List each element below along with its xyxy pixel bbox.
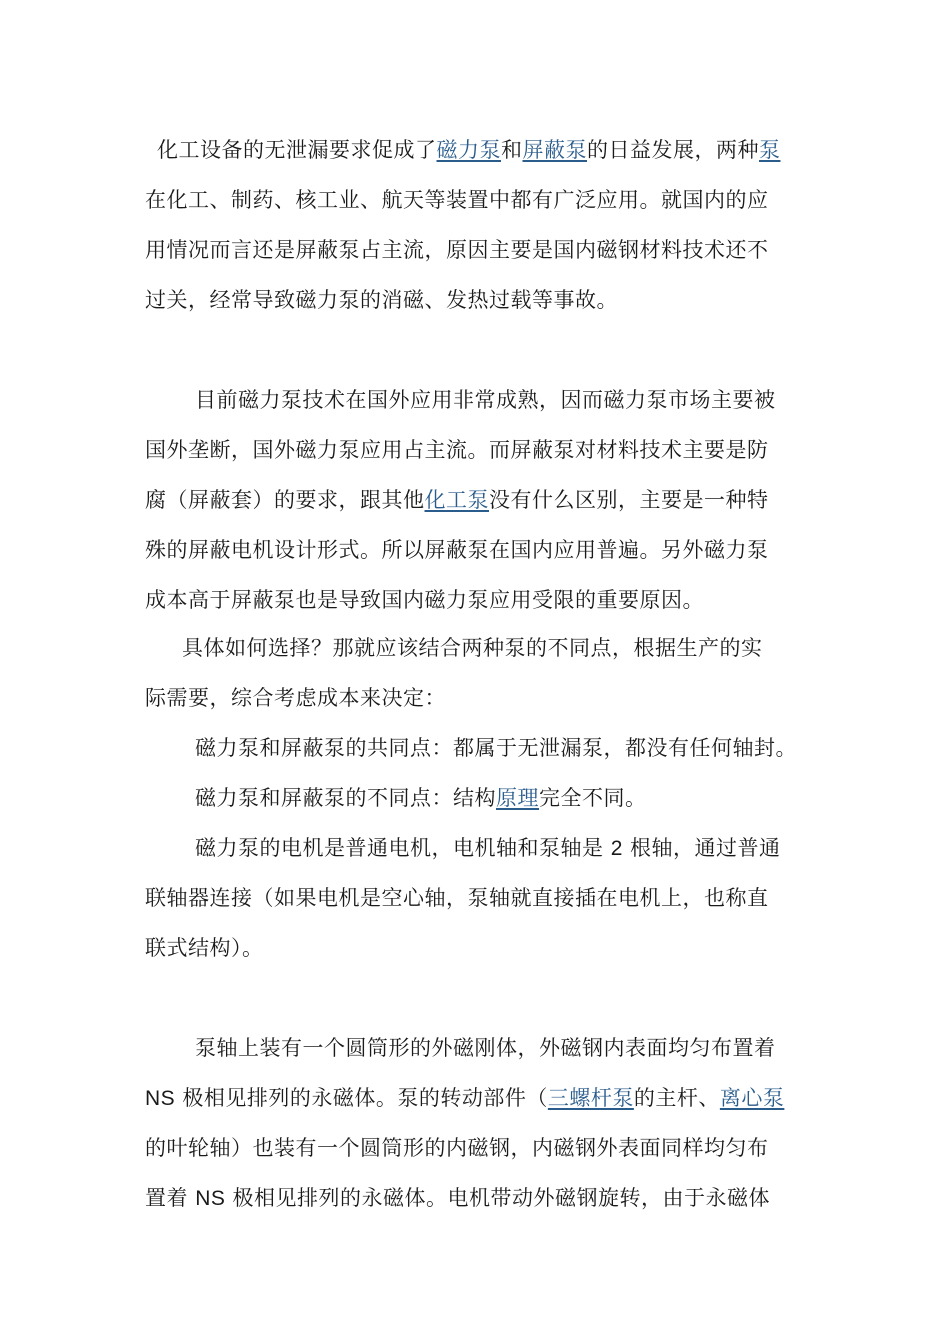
p6-line-3: 联式结构）。: [145, 936, 264, 960]
number-span: 2: [610, 837, 623, 860]
p1-line-3: 用情况而言还是屏蔽泵占主流，原因主要是国内磁钢材料技术还不: [145, 238, 769, 262]
p5-line-1: [195, 784, 647, 812]
text-span: 没有什么区别，主要是一种特: [489, 488, 769, 512]
text-span: 磁力泵和屏蔽泵的不同点：结构: [195, 786, 496, 810]
latin-span: NS: [195, 1187, 226, 1210]
link-three-screw-pump[interactable]: 三螺杆泵: [547, 1086, 634, 1110]
link-magnetic-pump[interactable]: 磁力泵: [436, 138, 501, 162]
p7-line-1: 泵轴上装有一个圆筒形的外磁刚体，外磁钢内表面均匀布置着: [195, 1036, 776, 1060]
p2-line-1: 目前磁力泵技术在国外应用非常成熟，因而磁力泵市场主要被: [195, 388, 776, 412]
link-pump[interactable]: 泵: [759, 138, 781, 162]
text-span: 腐（屏蔽套）的要求，跟其他: [145, 488, 425, 512]
p1-line-2: 在化工、制药、核工业、航天等装置中都有广泛应用。就国内的应: [145, 188, 769, 212]
latin-span: NS: [145, 1087, 176, 1110]
text-span: 磁力泵的电机是普通电机，电机轴和泵轴是: [195, 836, 611, 860]
text-span: 根轴，通过普通: [622, 836, 781, 860]
p3-line-1: 具体如何选择？那就应该结合两种泵的不同点，根据生产的实: [182, 636, 763, 660]
p2-line-5: 成本高于屏蔽泵也是导致国内磁力泵应用受限的重要原因。: [145, 588, 704, 612]
text-span: 极相见排列的永磁体。泵的转动部件（: [175, 1086, 548, 1110]
p4-line-1: 磁力泵和屏蔽泵的共同点：都属于无泄漏泵，都没有任何轴封。: [195, 736, 797, 760]
p2-line-3: [145, 486, 769, 514]
p7-line-4: [145, 1184, 770, 1213]
text-span: 和: [501, 138, 523, 162]
p6-line-2: 联轴器连接（如果电机是空心轴，泵轴就直接插在电机上，也称直: [145, 886, 769, 910]
p2-line-4: 殊的屏蔽电机设计形式。所以屏蔽泵在国内应用普遍。另外磁力泵: [145, 538, 769, 562]
p7-line-3: 的叶轮轴）也装有一个圆筒形的内磁钢，内磁钢外表面同样均匀布: [145, 1136, 769, 1160]
link-canned-pump[interactable]: 屏蔽泵: [522, 138, 587, 162]
p1-line-4: 过关，经常导致磁力泵的消磁、发热过载等事故。: [145, 288, 618, 312]
p1-line-1: [157, 136, 781, 164]
p2-line-2: 国外垄断，国外磁力泵应用占主流。而屏蔽泵对材料技术主要是防: [145, 438, 769, 462]
p6-line-1: [195, 834, 781, 863]
p7-line-2: [145, 1084, 784, 1113]
p3-line-2: 际需要，综合考虑成本来决定：: [145, 686, 446, 710]
text-span: 置着: [145, 1186, 196, 1210]
link-centrifugal-pump[interactable]: 离心泵: [719, 1086, 785, 1110]
link-chemical-pump[interactable]: 化工泵: [424, 488, 489, 512]
text-span: 的主杆、: [633, 1086, 720, 1110]
link-principle[interactable]: 原理: [496, 786, 539, 810]
text-span: 化工设备的无泄漏要求促成了: [157, 138, 437, 162]
text-span: 的日益发展，两种: [587, 138, 759, 162]
text-span: 完全不同。: [539, 786, 647, 810]
text-span: 极相见排列的永磁体。电机带动外磁钢旋转，由于永磁体: [225, 1186, 771, 1210]
